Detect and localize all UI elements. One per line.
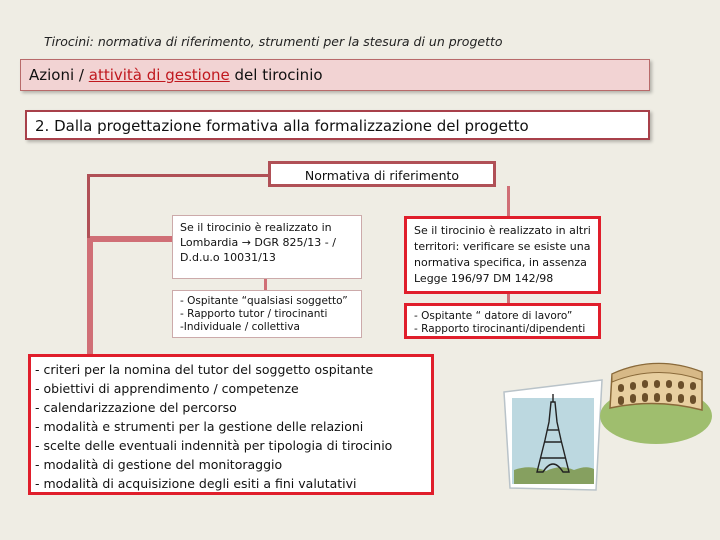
lombardia-line: Se il tirocinio è realizzato in bbox=[180, 221, 332, 234]
normativa-box: Normativa di riferimento bbox=[268, 161, 496, 187]
criteria-item: - modalità di acquisizione degli esiti a fini valutativi bbox=[35, 476, 357, 491]
ospitante-datore-box bbox=[404, 303, 601, 339]
bar1-prefix: Azioni / bbox=[29, 66, 89, 84]
altri-territori-box bbox=[404, 216, 601, 294]
altri-line: normativa specifica, in assenza bbox=[414, 256, 587, 269]
criteria-item: - obiettivi di apprendimento / competenze bbox=[35, 381, 299, 396]
connector-right-vertical bbox=[507, 186, 510, 218]
criteria-item: - modalità di gestione del monitoraggio bbox=[35, 457, 283, 472]
bar1-highlight: attività di gestione bbox=[88, 66, 230, 84]
lombardia-line: D.d.u.o 10031/13 bbox=[180, 251, 276, 264]
ospitante-line: -Individuale / collettiva bbox=[180, 321, 300, 333]
section-bar-progettazione: 2. Dalla progettazione formativa alla formalizzazione del progetto bbox=[25, 110, 650, 140]
ospitante-line: - Ospitante “qualsiasi soggetto” bbox=[180, 295, 348, 307]
altri-line: Se il tirocinio è realizzato in altri bbox=[414, 224, 591, 237]
connector-left-horizontal bbox=[87, 236, 173, 242]
ospitante-line: - Rapporto tutor / tirocinanti bbox=[180, 308, 328, 320]
connector-top-horizontal bbox=[87, 174, 269, 177]
criteria-item: - scelte delle eventuali indennità per tipologia di tirocinio bbox=[35, 438, 393, 453]
colosseum-icon bbox=[598, 350, 714, 450]
criteria-list-box bbox=[28, 354, 434, 495]
section-bar-actions bbox=[20, 59, 650, 91]
criteria-item: - modalità e strumenti per la gestione delle relazioni bbox=[35, 419, 364, 434]
datore-line: - Ospitante “ datore di lavoro” bbox=[414, 310, 573, 322]
criteria-item: - calendarizzazione del percorso bbox=[35, 400, 237, 415]
criteria-item: - criteri per la nomina del tutor del soggetto ospitante bbox=[35, 362, 374, 377]
datore-line: - Rapporto tirocinanti/dipendenti bbox=[414, 323, 586, 335]
bar1-suffix: del tirocinio bbox=[229, 66, 323, 84]
page-header: Tirocini: normativa di riferimento, strumenti per la stesura di un progetto bbox=[44, 34, 503, 49]
connector-top-vertical bbox=[87, 174, 90, 238]
connector-left-vertical bbox=[87, 236, 93, 357]
altri-line: Legge 196/97 DM 142/98 bbox=[414, 272, 554, 285]
altri-line: territori: verificare se esiste una bbox=[414, 240, 591, 253]
lombardia-box bbox=[172, 215, 362, 279]
lombardia-line: Lombardia → DGR 825/13 - / bbox=[180, 236, 336, 249]
ospitante-qualsiasi-box bbox=[172, 290, 362, 338]
eiffel-tower-icon bbox=[500, 372, 606, 494]
